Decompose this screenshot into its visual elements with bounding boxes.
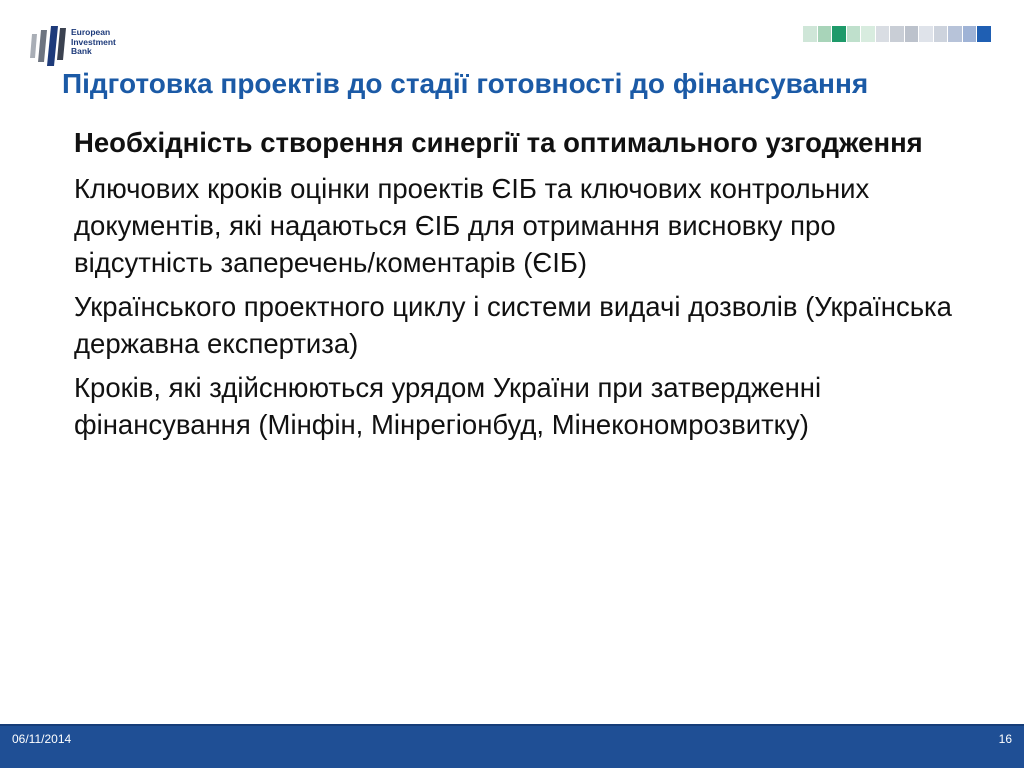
decorative-square xyxy=(919,26,933,42)
decorative-square xyxy=(876,26,890,42)
body-lead: Необхідність створення синергії та оптимального узгодження xyxy=(74,127,923,158)
eib-logo-text xyxy=(71,28,116,57)
page-number: 16 xyxy=(998,732,1012,746)
decorative-squares xyxy=(803,26,991,42)
decorative-square xyxy=(847,26,861,42)
eib-logo-mark-icon xyxy=(30,24,66,66)
decorative-square xyxy=(832,26,846,42)
decorative-square xyxy=(963,26,977,42)
decorative-square xyxy=(905,26,919,42)
eib-logo xyxy=(30,24,140,68)
decorative-square xyxy=(934,26,948,42)
decorative-square xyxy=(803,26,817,42)
decorative-square xyxy=(818,26,832,42)
decorative-square xyxy=(861,26,875,42)
slide-title: Підготовка проектів до стадії готовності до фінансування xyxy=(62,68,869,99)
decorative-square xyxy=(948,26,962,42)
footer-bar xyxy=(0,724,1024,768)
body-paragraph-2: Українського проектного циклу і системи видачі дозволів (Українська державна експертиза) xyxy=(74,291,952,359)
logo-line-2: Investment xyxy=(71,36,116,47)
body-paragraph-1: Ключових кроків оцінки проектів ЄІБ та ключових контрольних документів, які надаються ЄІБ для отримання висновку про відсутність заперечень/коментарів (ЄІБ) xyxy=(74,173,870,278)
decorative-square xyxy=(890,26,904,42)
logo-line-3: Bank xyxy=(71,46,92,56)
slide-body xyxy=(74,124,974,450)
footer-date: 06/11/2014 xyxy=(12,732,72,746)
body-paragraph-3: Кроків, які здійснюються урядом України при затвердженні фінансування (Мінфін, Мінрегіонбуд, Мінекономрозвитку) xyxy=(74,372,822,440)
decorative-square xyxy=(977,26,991,42)
logo-line-1: European xyxy=(71,27,111,37)
